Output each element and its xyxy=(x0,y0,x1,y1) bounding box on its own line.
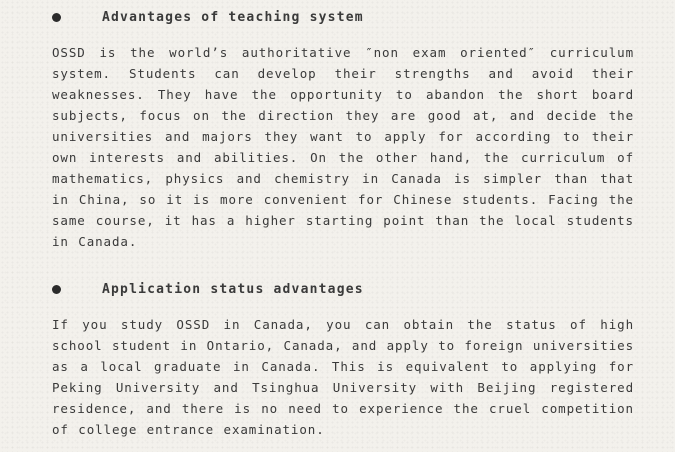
section-teaching-system xyxy=(52,8,634,252)
section-heading xyxy=(52,8,634,28)
section-paragraph: OSSD is the world’s authoritative ″non exam oriented″ curriculum system. Students can develop their strengths and avoid their weaknesses. They have the opportunity to abandon the short board subjects, focus on the direction they are good at, and decide the universities and majors they want to apply for according to their own interests and abilities. On the other hand, the curriculum of mathematics, physics and chemistry in Canada is simpler than that in China, so it is more convenient for Chinese students. Facing the same course, it has a higher starting point than the local students in Canada. xyxy=(52,45,634,249)
section-heading-text: Application status advantages xyxy=(102,282,364,297)
section-heading xyxy=(52,280,634,300)
section-application-status xyxy=(52,280,634,440)
section-heading-text: Advantages of teaching system xyxy=(102,10,364,25)
bullet-icon xyxy=(52,285,61,294)
section-paragraph: If you study OSSD in Canada, you can obtain the status of high school student in Ontario, Canada, and apply to foreign universities as a local graduate in Canada. This is equivalent to applying for Peking University and Tsinghua University with Beijing registered residence, and there is no need to experience the cruel competition of college entrance examination. xyxy=(52,317,634,437)
bullet-icon xyxy=(52,13,61,22)
